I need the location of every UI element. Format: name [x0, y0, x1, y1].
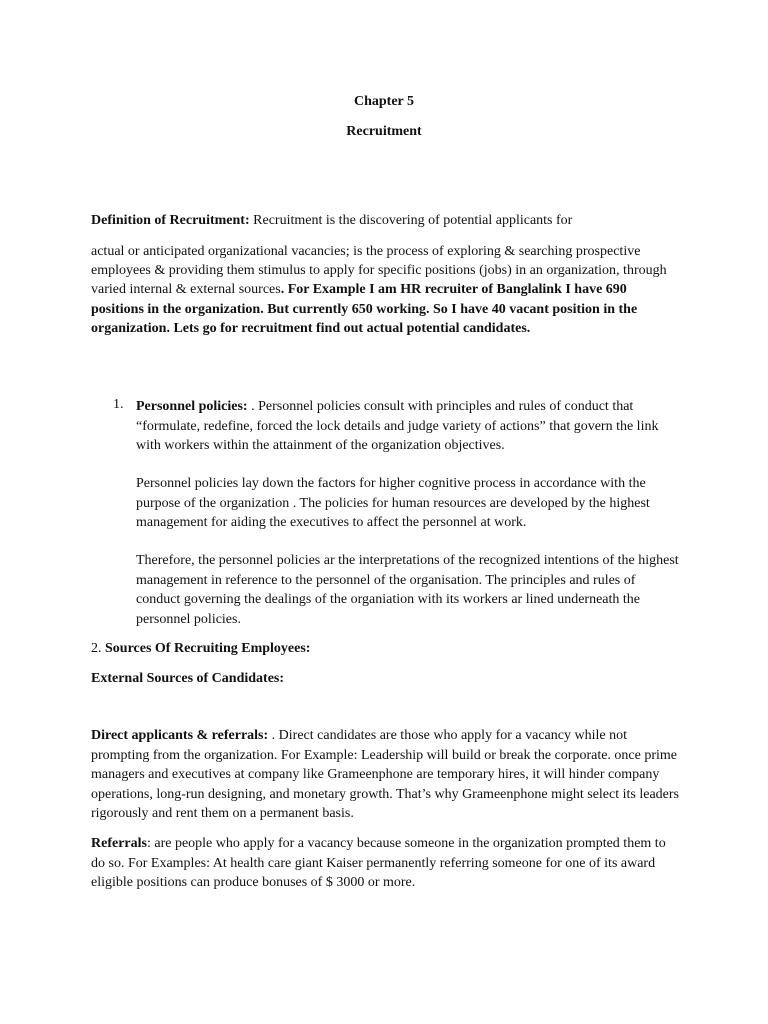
- section-title: Recruitment: [346, 124, 422, 139]
- definition-first-line-text: Recruitment is the discovering of potential applicants for: [249, 213, 573, 228]
- chapter-title: Chapter 5: [353, 94, 415, 109]
- personnel-policies-text: . Personnel policies consult with principles and rules of conduct that “formulate, redefine, forced the lock details and judge variety of actions” that govern the link with workers within the attainment of the organization objectives.: [136, 399, 659, 453]
- definition-label: Definition of Recruitment:: [91, 213, 250, 228]
- external-sources-heading: [91, 669, 651, 689]
- sources-number: 2.: [91, 641, 105, 656]
- referrals-paragraph: [91, 834, 681, 893]
- direct-applicants-label: Direct applicants & referrals:: [91, 728, 269, 743]
- personnel-policies-paragraph-2: Personnel policies lay down the factors for higher cognitive process in accordance with the purpose of the organization . The policies for human resources are developed by the highest management for aiding the executives to affect the personnel at work.: [136, 476, 650, 530]
- direct-applicants-paragraph: [91, 726, 681, 824]
- external-sources-heading-text: External Sources of Candidates:: [91, 671, 285, 686]
- definition-body-text: actual or anticipated organizational vacancies; is the process of exploring & searching prospective employees & providing them stimulus to apply for specific positions (jobs) in an organization, through varied internal & external sources: [91, 244, 667, 298]
- sources-heading: [91, 639, 651, 659]
- personnel-policies-label: Personnel policies:: [136, 399, 248, 414]
- sources-heading-text: Sources Of Recruiting Employees:: [105, 641, 311, 656]
- personnel-policies-paragraph-1: [136, 397, 681, 456]
- definition-body: [91, 242, 681, 338]
- direct-applicants-text: . Direct candidates are those who apply for a vacancy while not prompting from the organization. For Example: Leadership will build or break the corporate. once prime managers and executives at company like Grameenphone are temporary hires, it will hinder company operations, long-run designing, and monetary growth. That’s why Grameenphone might select its leaders rigorously and rent them on a permanent basis.: [91, 728, 679, 821]
- definition-first-line: [91, 211, 691, 231]
- definition-example: . For Example I am HR recruiter of Banglalink I have 690 positions in the organization. But currently 650 working. So I have 40 vacant position in the organization. Lets go for recruitment find out actual potential candidates.: [91, 282, 638, 336]
- personnel-policies-paragraph-3: Therefore, the personnel policies ar the interpretations of the recognized intentions of the highest management in reference to the personnel of the organisation. The principles and rules of conduct governing the dealings of the organiation with its workers ar lined underneath the personnel policies.: [136, 553, 679, 627]
- referrals-label: Referrals: [91, 836, 147, 851]
- list-number-1: 1.: [113, 397, 124, 412]
- referrals-text: : are people who apply for a vacancy because someone in the organization prompted them to do so. For Examples: At health care giant Kaiser permanently referring someone for one of its award eligible positions can produce bonuses of $ 3000 or more.: [91, 836, 666, 890]
